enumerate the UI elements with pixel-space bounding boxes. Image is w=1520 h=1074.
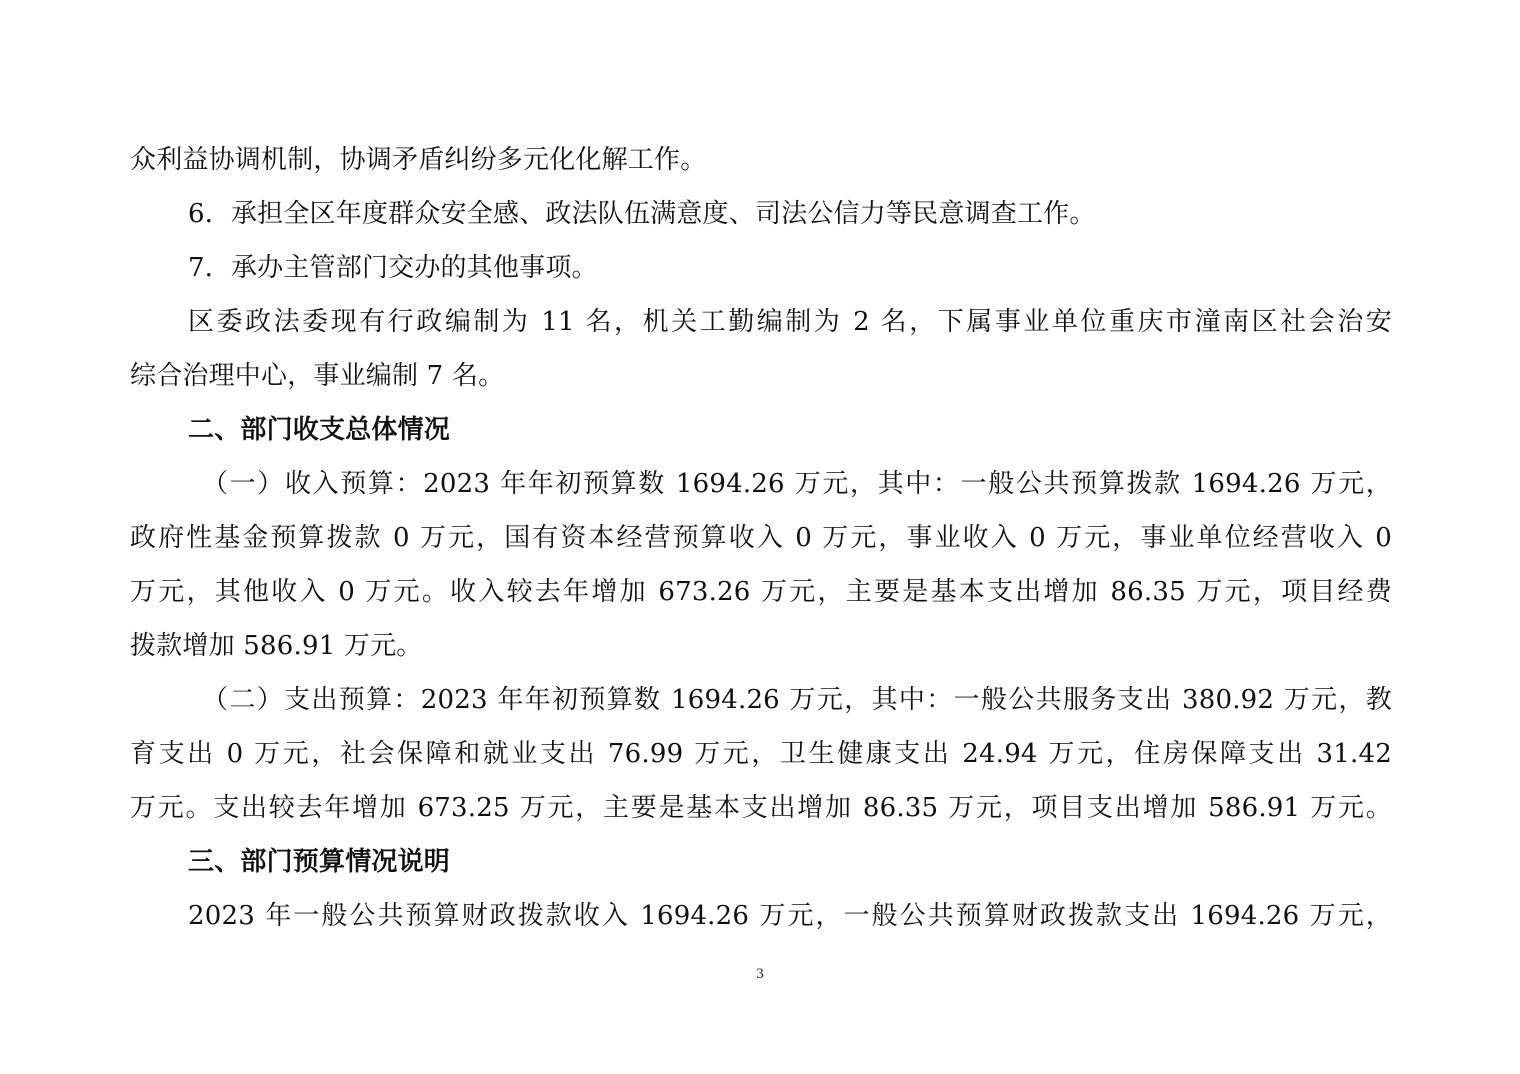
expenditure-budget-line-2: 育支出 0 万元，社会保障和就业支出 76.99 万元，卫生健康支出 24.94 万元，住房保障支出 31.42	[130, 739, 1392, 769]
paragraph-line: 众利益协调机制，协调矛盾纠纷多元化化解工作。	[130, 145, 707, 175]
income-budget-line-3: 万元，其他收入 0 万元。收入较去年增加 673.26 万元，主要是基本支出增加 86.35 万元，项目经费	[130, 577, 1392, 607]
income-budget-line-1: （一）收入预算：2023 年年初预算数 1694.26 万元，其中：一般公共预算拨款 1694.26 万元，	[202, 469, 1392, 499]
staffing-paragraph-line-1: 区委政法委现有行政编制为 11 名，机关工勤编制为 2 名，下属事业单位重庆市潼南区社会治安	[188, 307, 1392, 337]
income-budget-line-2: 政府性基金预算拨款 0 万元，国有资本经营预算收入 0 万元，事业收入 0 万元，事业单位经营收入 0	[130, 523, 1392, 553]
list-item-7: 7．承办主管部门交办的其他事项。	[188, 253, 598, 283]
expenditure-budget-line-3: 万元。支出较去年增加 673.25 万元，主要是基本支出增加 86.35 万元，项目支出增加 586.91 万元。	[130, 793, 1392, 823]
list-item-6: 6．承担全区年度群众安全感、政法队伍满意度、司法公信力等民意调查工作。	[188, 199, 1096, 229]
page-body	[130, 133, 1392, 943]
income-budget-line-4: 拨款增加 586.91 万元。	[130, 631, 423, 661]
section-heading-budget-description: 三、部门预算情况说明	[188, 847, 451, 877]
staffing-paragraph-line-2: 综合治理中心，事业编制 7 名。	[130, 361, 505, 391]
expenditure-budget-line-1: （二）支出预算：2023 年年初预算数 1694.26 万元，其中：一般公共服务支出 380.92 万元，教	[202, 685, 1392, 715]
page-number: 3	[756, 966, 764, 982]
budget-description-line-1: 2023 年一般公共预算财政拨款收入 1694.26 万元，一般公共预算财政拨款支出 1694.26 万元，	[188, 901, 1392, 931]
section-heading-income-expenditure: 二、部门收支总体情况	[188, 415, 451, 445]
